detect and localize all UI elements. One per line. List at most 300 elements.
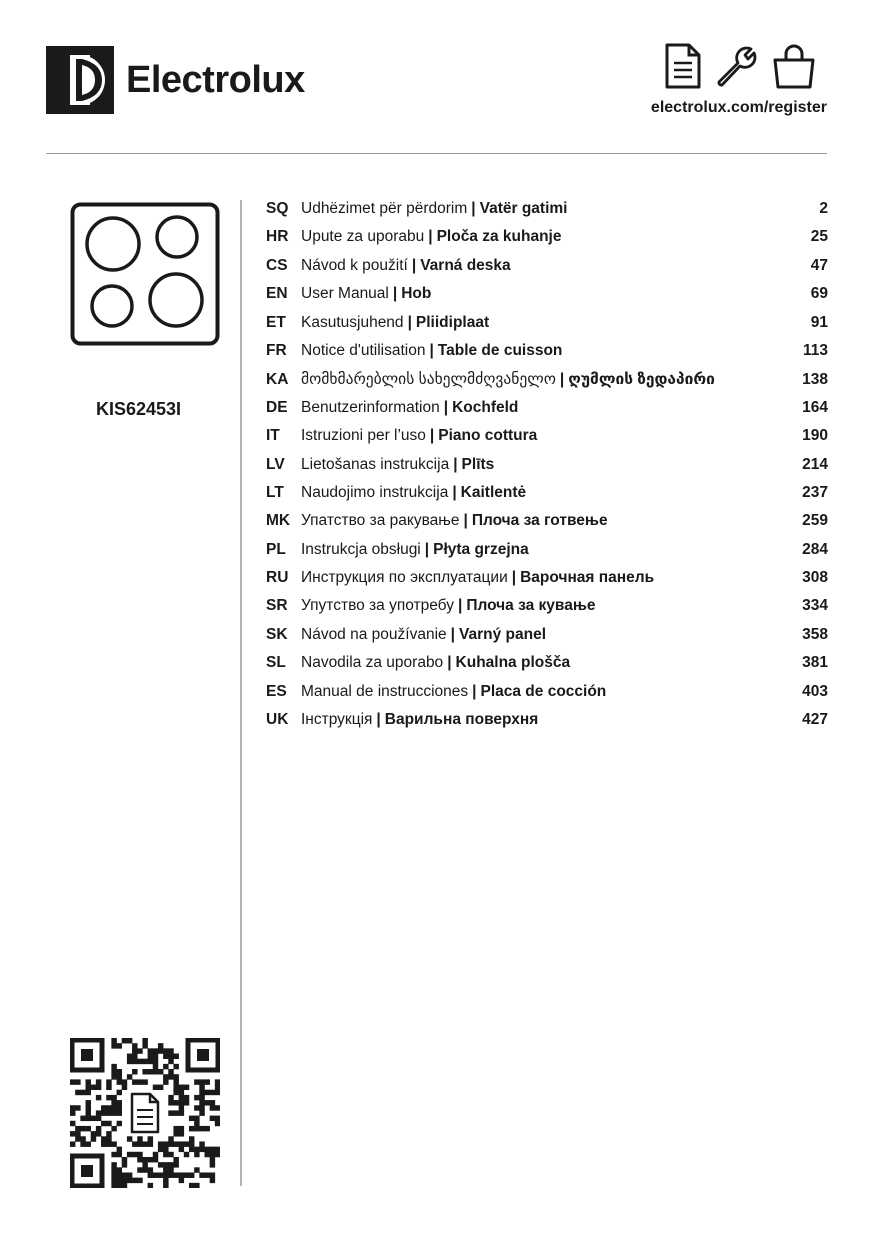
qr-module (163, 1074, 168, 1079)
toc-row[interactable] (266, 427, 828, 455)
qr-module (137, 1157, 142, 1162)
toc-title (301, 427, 788, 445)
language-toc (266, 200, 828, 739)
manual-title: Udhëzimet për përdorim (301, 200, 468, 217)
qr-module (173, 1131, 178, 1136)
qr-module (111, 1183, 116, 1188)
qr-module (184, 1085, 189, 1090)
toc-row[interactable] (266, 626, 828, 654)
qr-module (75, 1131, 80, 1136)
language-code: LT (266, 483, 284, 501)
qr-module (106, 1085, 111, 1090)
product-name: ღუმლის ზედაპირი (568, 371, 715, 389)
toc-title (301, 626, 788, 644)
qr-module (173, 1172, 178, 1177)
header-icons (664, 42, 818, 90)
qr-module (153, 1059, 158, 1064)
product-name: Pliidiplaat (415, 313, 490, 331)
qr-module (163, 1162, 168, 1167)
manual-title: Notice d'utilisation (301, 341, 426, 359)
qr-module (80, 1126, 85, 1131)
qr-module (168, 1162, 173, 1167)
column-divider (240, 200, 242, 1186)
qr-module (117, 1152, 122, 1157)
qr-module (153, 1172, 158, 1177)
qr-module (86, 1090, 91, 1095)
language-code: RU (266, 569, 289, 587)
product-name: Плоча за кување (466, 597, 596, 615)
manual-title: Istruzioni per l’uso (301, 427, 426, 445)
page-number: 138 (802, 371, 828, 389)
qr-module (117, 1121, 122, 1126)
qr-module (137, 1152, 142, 1157)
manual-title: Инструкция по эксплуатации (301, 569, 508, 587)
qr-code[interactable] (70, 1038, 220, 1188)
toc-row[interactable] (266, 683, 828, 711)
product-name: Table de cuisson (437, 341, 563, 359)
qr-module (117, 1043, 122, 1048)
qr-module (210, 1105, 215, 1110)
toc-row[interactable] (266, 541, 828, 569)
qr-module (210, 1116, 215, 1121)
electrolux-logo-icon (46, 46, 114, 114)
qr-module (86, 1126, 91, 1131)
qr-module (106, 1095, 111, 1100)
page-number: 113 (802, 341, 828, 359)
qr-module (111, 1162, 116, 1167)
qr-module (117, 1172, 122, 1177)
qr-module (158, 1141, 163, 1146)
qr-module (111, 1064, 116, 1069)
qr-module (75, 1126, 80, 1131)
toc-row[interactable] (266, 370, 828, 398)
qr-module (106, 1105, 111, 1110)
qr-module (199, 1085, 204, 1090)
qr-module (127, 1059, 132, 1064)
qr-module (122, 1085, 127, 1090)
qr-module (91, 1116, 96, 1121)
qr-module (111, 1110, 116, 1115)
toc-title (301, 257, 788, 275)
qr-module (91, 1136, 96, 1141)
separator: | (411, 256, 417, 274)
qr-module (127, 1038, 132, 1043)
toc-title (301, 285, 788, 303)
qr-module (117, 1105, 122, 1110)
qr-module (80, 1116, 85, 1121)
language-code: CS (266, 256, 288, 274)
manual-title: Upute za uporabu (301, 228, 425, 246)
qr-module (101, 1110, 106, 1115)
qr-module (148, 1136, 153, 1141)
separator: | (463, 512, 468, 530)
toc-row[interactable] (266, 569, 828, 597)
qr-module (96, 1116, 101, 1121)
qr-module (75, 1090, 80, 1095)
qr-module (215, 1085, 220, 1090)
page-number: 47 (810, 256, 828, 274)
separator: | (450, 625, 455, 643)
qr-module (179, 1110, 184, 1115)
separator: | (511, 569, 517, 587)
qr-module (158, 1043, 163, 1048)
product-name: Варочная панель (520, 569, 655, 587)
toc-row[interactable] (266, 342, 828, 370)
qr-module (215, 1105, 220, 1110)
qr-module (210, 1147, 215, 1152)
language-code: ET (266, 313, 286, 331)
qr-module (132, 1152, 137, 1157)
qr-module (117, 1183, 122, 1188)
qr-module (194, 1116, 199, 1121)
separator: | (457, 597, 463, 615)
qr-module (158, 1048, 163, 1053)
qr-module (168, 1100, 173, 1105)
qr-module (117, 1069, 122, 1074)
qr-module (179, 1085, 184, 1090)
separator: | (443, 398, 449, 416)
qr-module (137, 1178, 142, 1183)
qr-module (70, 1079, 75, 1084)
qr-module (189, 1116, 194, 1121)
qr-module (111, 1141, 116, 1146)
toc-title (301, 569, 788, 587)
qr-module (189, 1126, 194, 1131)
qr-module (142, 1043, 147, 1048)
product-name: Kuhalna plošča (455, 654, 571, 672)
qr-module (215, 1121, 220, 1126)
shopping-bag-icon (770, 42, 818, 90)
page-number: 190 (802, 427, 828, 445)
qr-module (210, 1100, 215, 1105)
qr-module (106, 1141, 111, 1146)
qr-module (70, 1110, 75, 1115)
manual-title: Kasutusjuhend (301, 313, 404, 331)
qr-module (163, 1147, 168, 1152)
qr-module (153, 1069, 158, 1074)
qr-module (204, 1147, 209, 1152)
manual-title: User Manual (301, 285, 389, 303)
qr-module (163, 1054, 168, 1059)
qr-module (122, 1172, 127, 1177)
qr-module (86, 1141, 91, 1146)
qr-module (204, 1090, 209, 1095)
qr-module (127, 1172, 132, 1177)
separator: | (452, 483, 457, 501)
qr-module (132, 1048, 137, 1053)
toc-row[interactable] (266, 399, 828, 427)
language-code: HR (266, 228, 289, 246)
qr-module (179, 1172, 184, 1177)
manual-title: Інструкція (301, 711, 373, 729)
separator: | (407, 313, 412, 331)
language-code: SR (266, 597, 288, 615)
qr-module (122, 1157, 127, 1162)
qr-module (168, 1054, 173, 1059)
manual-title: Упутство за употребу (301, 597, 454, 615)
manual-title: Instrukcja obsługi (301, 540, 421, 558)
qr-module (117, 1147, 122, 1152)
qr-module (189, 1147, 194, 1152)
qr-module (204, 1100, 209, 1105)
qr-module (106, 1131, 111, 1136)
qr-module (122, 1178, 127, 1183)
product-name: Ploča za kuhanje (436, 228, 562, 246)
qr-module (122, 1183, 127, 1188)
qr-module (106, 1136, 111, 1141)
toc-row[interactable] (266, 456, 828, 484)
manual-title: Návod k použití (301, 256, 408, 274)
page-number: 214 (802, 455, 828, 473)
toc-title (301, 399, 788, 417)
toc-title (301, 484, 788, 502)
qr-module (179, 1147, 184, 1152)
qr-module (173, 1141, 178, 1146)
separator: | (376, 711, 381, 729)
toc-title (301, 342, 788, 360)
toc-row[interactable] (266, 512, 828, 540)
page-number: 284 (802, 540, 828, 558)
qr-module (86, 1079, 91, 1084)
qr-module (132, 1059, 137, 1064)
qr-module (179, 1141, 184, 1146)
qr-module (75, 1136, 80, 1141)
qr-module (111, 1105, 116, 1110)
toc-title (301, 370, 788, 389)
qr-module (96, 1131, 101, 1136)
qr-module (173, 1079, 178, 1084)
toc-row[interactable] (266, 597, 828, 625)
qr-module (117, 1100, 122, 1105)
toc-title (301, 314, 788, 332)
language-code: SK (266, 625, 288, 643)
qr-module (111, 1069, 116, 1074)
qr-module (194, 1183, 199, 1188)
qr-module (96, 1095, 101, 1100)
qr-module (179, 1178, 184, 1183)
toc-row[interactable] (266, 257, 828, 285)
qr-module (111, 1126, 116, 1131)
page-number: 25 (810, 228, 828, 246)
toc-title (301, 711, 788, 729)
page-number: 403 (802, 682, 828, 700)
qr-module (96, 1079, 101, 1084)
toc-title (301, 228, 788, 246)
toc-row[interactable] (266, 200, 828, 228)
qr-module (194, 1095, 199, 1100)
qr-module (142, 1069, 147, 1074)
qr-module (137, 1048, 142, 1053)
qr-module (148, 1059, 153, 1064)
page-number: 91 (810, 313, 828, 331)
qr-module (70, 1121, 75, 1126)
qr-module (189, 1172, 194, 1177)
qr-module (111, 1038, 116, 1043)
hob-icon (70, 202, 220, 346)
register-url[interactable]: electrolux.com/register (650, 99, 827, 116)
toc-row[interactable] (266, 484, 828, 512)
qr-module (179, 1100, 184, 1105)
qr-module (173, 1064, 178, 1069)
separator: | (392, 285, 398, 303)
qr-module (163, 1141, 168, 1146)
qr-module (194, 1079, 199, 1084)
qr-module (86, 1085, 91, 1090)
qr-module (168, 1110, 173, 1115)
qr-module (173, 1126, 178, 1131)
manual-title: Manual de instrucciones (301, 682, 469, 700)
product-name: Piano cottura (438, 427, 538, 445)
qr-module (117, 1178, 122, 1183)
page-number: 237 (802, 483, 828, 501)
qr-module (132, 1141, 137, 1146)
product-name: Kaitlentė (460, 483, 527, 501)
qr-module (137, 1141, 142, 1146)
qr-module (210, 1172, 215, 1177)
qr-module (204, 1172, 209, 1177)
page-number: 334 (802, 597, 828, 615)
brand-name: Electrolux (126, 58, 305, 101)
qr-module (75, 1079, 80, 1084)
page-number: 164 (802, 398, 828, 416)
toc-title (301, 456, 788, 474)
qr-module (184, 1152, 189, 1157)
product-name: Hob (401, 285, 432, 303)
document-icon (664, 42, 702, 90)
qr-module (142, 1162, 147, 1167)
product-name: Varná deska (420, 256, 511, 274)
separator: | (429, 341, 434, 359)
separator: | (429, 427, 435, 445)
qr-module (173, 1157, 178, 1162)
page-number: 259 (802, 512, 828, 530)
qr-module (189, 1141, 194, 1146)
qr-module (163, 1152, 168, 1157)
qr-module (137, 1079, 142, 1084)
qr-module (199, 1126, 204, 1131)
toc-row[interactable] (266, 285, 828, 313)
toc-title (301, 512, 788, 530)
separator: | (453, 455, 458, 473)
qr-module (101, 1136, 106, 1141)
language-code: ES (266, 682, 287, 700)
qr-module (179, 1105, 184, 1110)
qr-module (184, 1172, 189, 1177)
qr-module (199, 1172, 204, 1177)
qr-module (86, 1110, 91, 1115)
qr-module (137, 1167, 142, 1172)
qr-module (194, 1105, 199, 1110)
language-code: FR (266, 341, 287, 359)
qr-module (117, 1079, 122, 1084)
qr-module (210, 1157, 215, 1162)
qr-module (210, 1178, 215, 1183)
qr-module (153, 1048, 158, 1053)
product-name: Плоча за готвење (471, 512, 608, 530)
qr-module (184, 1141, 189, 1146)
qr-module (158, 1162, 163, 1167)
page-number: 69 (810, 285, 828, 303)
language-code: LV (266, 455, 285, 473)
toc-row[interactable] (266, 654, 828, 682)
separator: | (472, 682, 477, 700)
separator: | (447, 654, 452, 672)
qr-module (173, 1074, 178, 1079)
toc-title (301, 654, 788, 672)
toc-title (301, 200, 788, 218)
qr-module (153, 1157, 158, 1162)
qr-module (91, 1085, 96, 1090)
qr-module (117, 1074, 122, 1079)
qr-module (111, 1172, 116, 1177)
language-code: MK (266, 512, 291, 530)
manual-title: მომხმარებლის სახელმძღვანელო (301, 371, 556, 389)
qr-module (204, 1126, 209, 1131)
qr-module (142, 1079, 147, 1084)
language-code: PL (266, 540, 286, 558)
qr-module (75, 1105, 80, 1110)
qr-module (184, 1095, 189, 1100)
qr-module (142, 1059, 147, 1064)
qr-module (86, 1116, 91, 1121)
qr-module (70, 1105, 75, 1110)
toc-row[interactable] (266, 228, 828, 256)
product-name: Vatër gatimi (479, 200, 568, 217)
qr-module (215, 1090, 220, 1095)
qr-module (111, 1043, 116, 1048)
qr-module (168, 1069, 173, 1074)
qr-module (163, 1079, 168, 1084)
qr-module (179, 1095, 184, 1100)
qr-module (210, 1162, 215, 1167)
qr-module (86, 1100, 91, 1105)
separator: | (471, 200, 476, 217)
qr-module (168, 1152, 173, 1157)
language-code: SQ (266, 200, 289, 217)
qr-module (148, 1069, 153, 1074)
qr-module (148, 1172, 153, 1177)
qr-module (184, 1100, 189, 1105)
qr-module (111, 1074, 116, 1079)
qr-module (215, 1152, 220, 1157)
qr-module (179, 1090, 184, 1095)
qr-module (163, 1167, 168, 1172)
qr-module (179, 1126, 184, 1131)
page-number: 308 (802, 569, 828, 587)
qr-module (189, 1136, 194, 1141)
qr-module (142, 1038, 147, 1043)
qr-module (122, 1162, 127, 1167)
toc-row[interactable] (266, 711, 828, 739)
qr-module (210, 1152, 215, 1157)
qr-module (106, 1121, 111, 1126)
qr-module (86, 1105, 91, 1110)
qr-module (173, 1110, 178, 1115)
qr-module (194, 1167, 199, 1172)
language-code: KA (266, 371, 289, 389)
toc-title (301, 597, 788, 615)
qr-module (101, 1121, 106, 1126)
qr-module (168, 1136, 173, 1141)
qr-module (189, 1183, 194, 1188)
qr-module (96, 1085, 101, 1090)
toc-row[interactable] (266, 314, 828, 342)
qr-module (111, 1178, 116, 1183)
qr-module (122, 1038, 127, 1043)
qr-module (127, 1136, 132, 1141)
qr-module (199, 1090, 204, 1095)
qr-module (173, 1054, 178, 1059)
